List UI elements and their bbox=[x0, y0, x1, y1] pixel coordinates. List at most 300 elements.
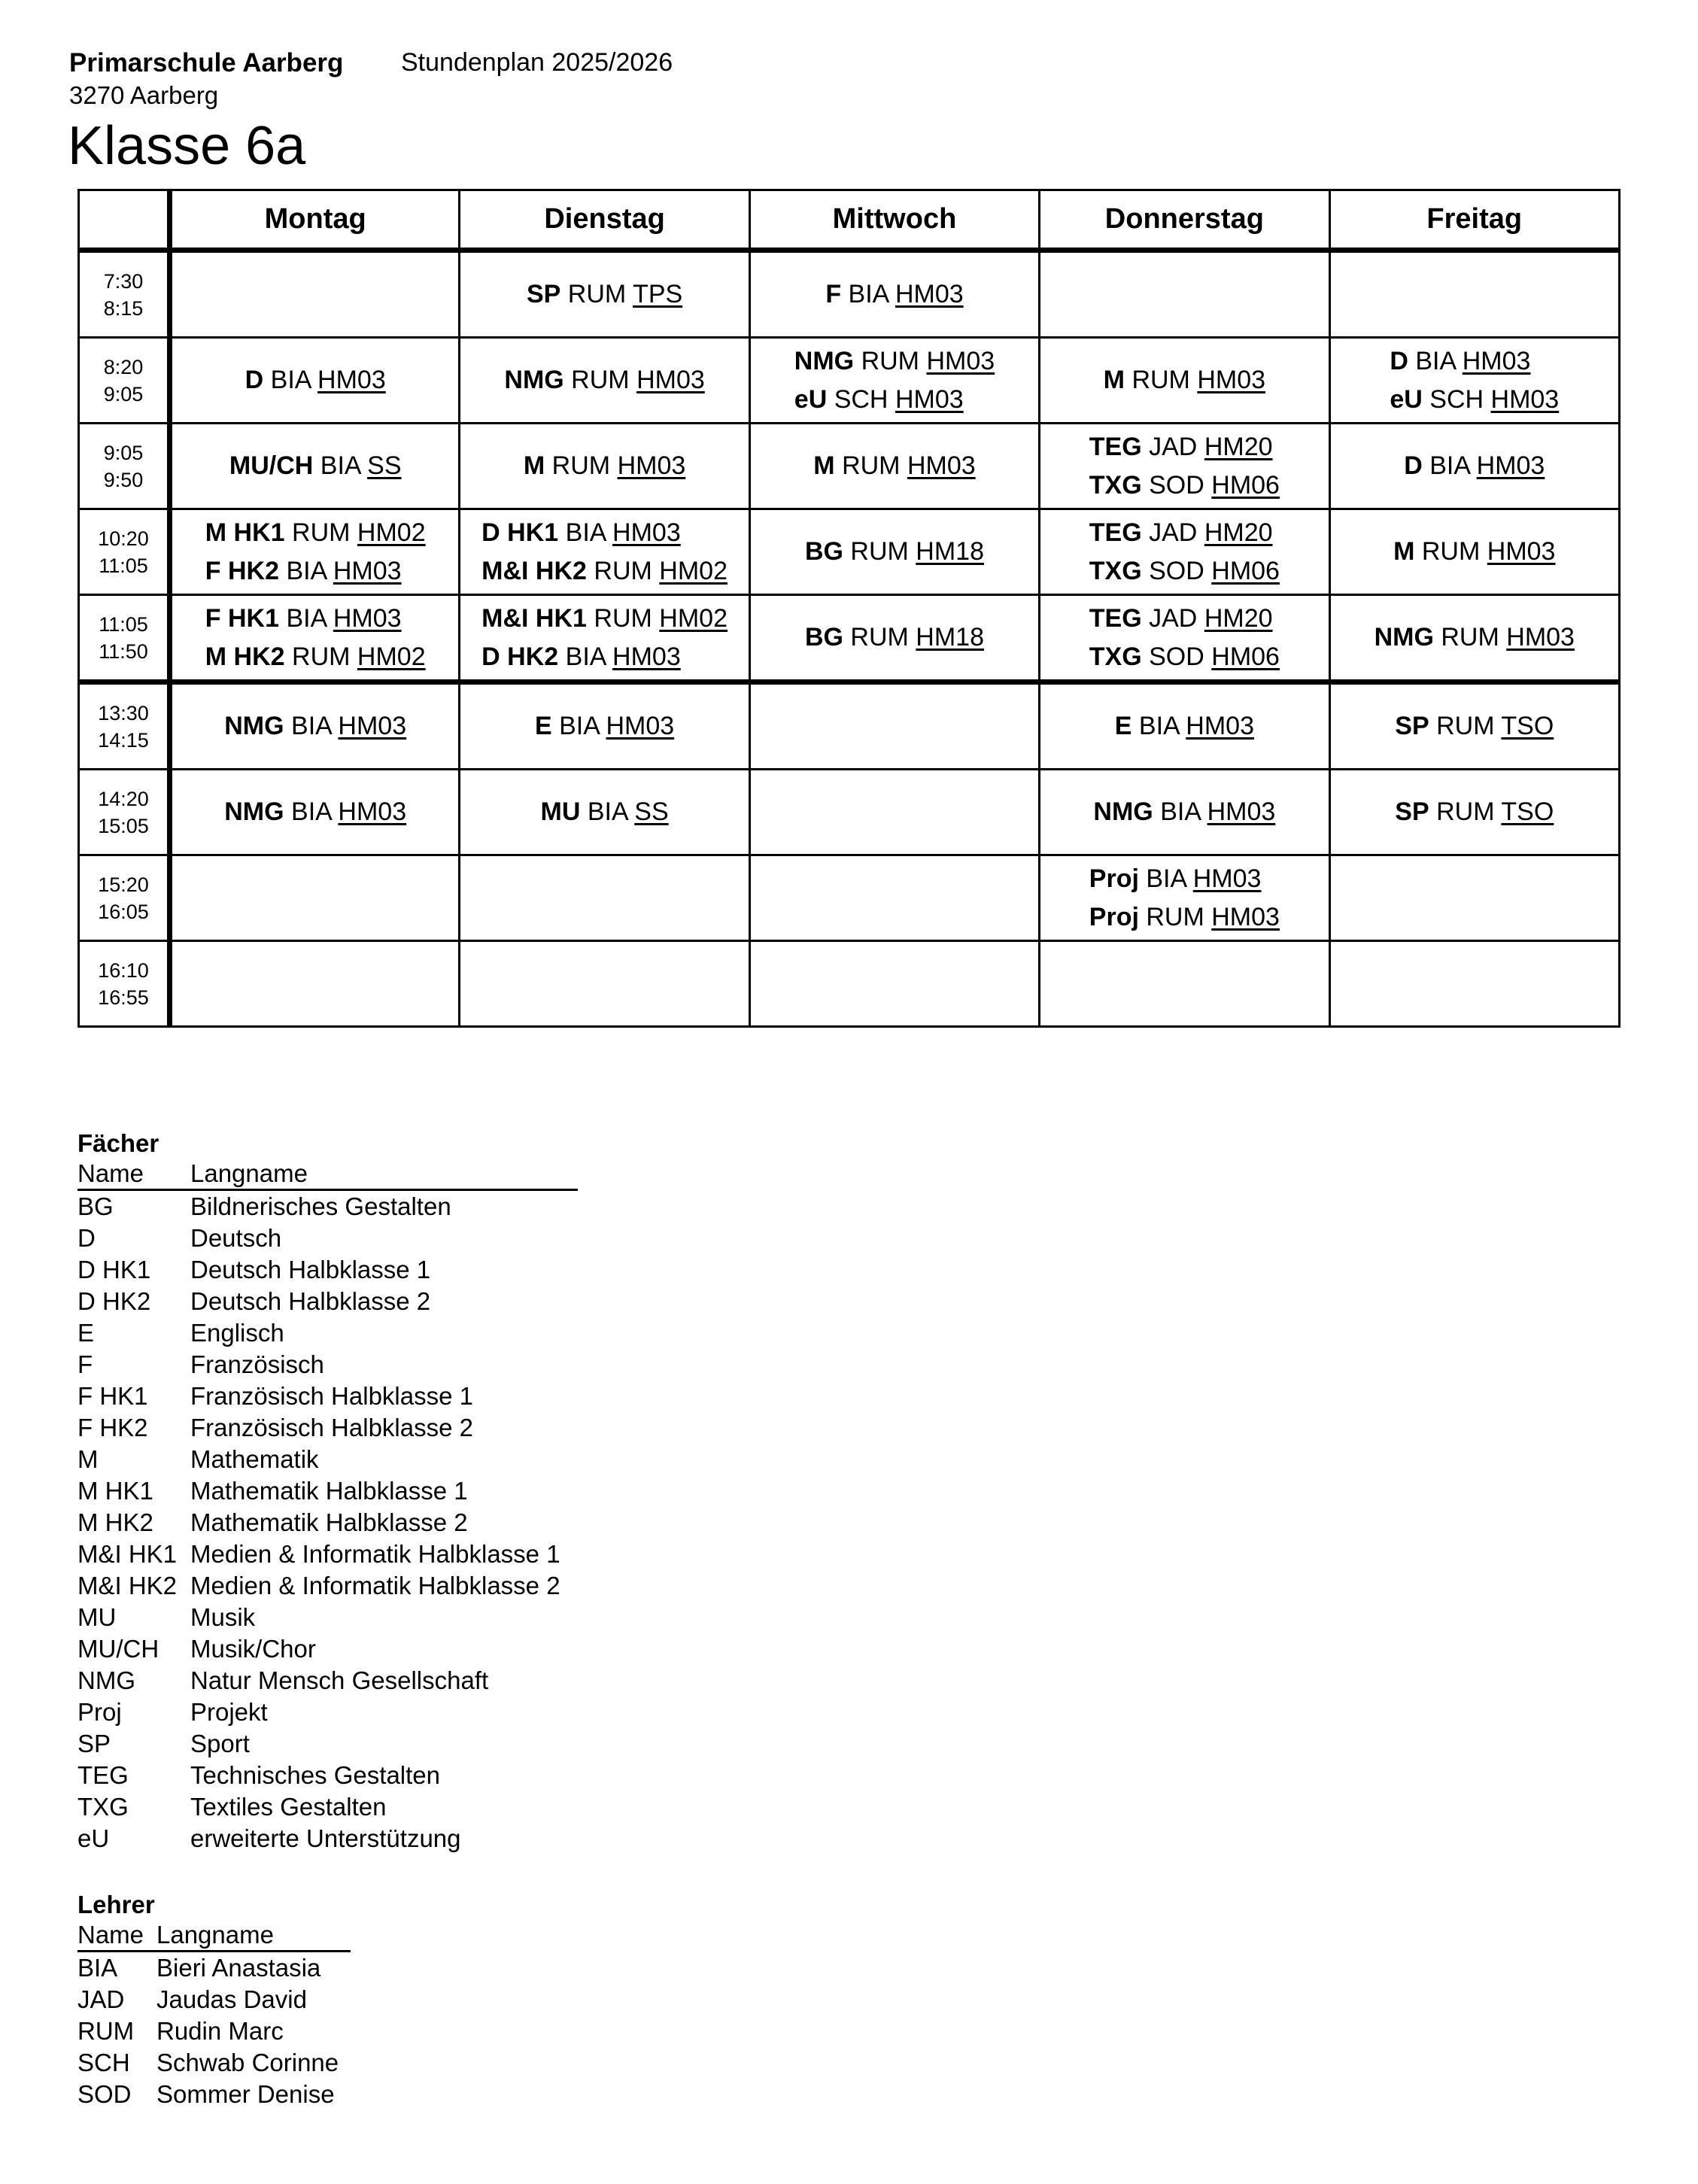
lesson-room: HM06 bbox=[1211, 556, 1280, 585]
lesson-entries bbox=[751, 275, 1038, 314]
lesson-entries bbox=[751, 618, 1038, 657]
legend-short-name: F HK1 bbox=[77, 1382, 148, 1410]
lesson-entry bbox=[205, 638, 426, 676]
lesson-entries bbox=[1089, 600, 1280, 676]
lesson-subject: M&I HK2 bbox=[481, 556, 587, 585]
lesson-subject: SP bbox=[1395, 712, 1429, 740]
slot-end-time: 9:05 bbox=[103, 382, 144, 406]
lesson-entries bbox=[1331, 533, 1618, 571]
lesson-subject: F HK2 bbox=[205, 556, 279, 585]
lesson-subject: NMG bbox=[1374, 623, 1434, 652]
lesson-subject: NMG bbox=[224, 797, 284, 826]
timetable-row bbox=[79, 770, 1620, 855]
lesson-teacher: BIA bbox=[1146, 864, 1186, 893]
lesson-teacher: BIA bbox=[291, 797, 331, 826]
lesson-cell bbox=[1329, 941, 1619, 1027]
lesson-subject: E bbox=[534, 712, 552, 740]
legend-short-name: M bbox=[77, 1445, 99, 1473]
lesson-teacher: BIA bbox=[320, 451, 360, 480]
legend-long-name: Französisch Halbklasse 1 bbox=[190, 1382, 473, 1410]
lesson-entries bbox=[1331, 618, 1618, 657]
day-header: Dienstag bbox=[460, 190, 749, 251]
legend-long-name: Textiles Gestalten bbox=[190, 1793, 387, 1821]
lesson-entry bbox=[460, 447, 748, 485]
lesson-room: HM02 bbox=[659, 603, 727, 633]
lesson-subject: MU/CH bbox=[229, 451, 314, 480]
lesson-room: HM02 bbox=[659, 556, 727, 585]
legend-short-name: D bbox=[77, 1224, 96, 1252]
day-header: Donnerstag bbox=[1040, 190, 1329, 251]
timetable bbox=[77, 189, 1621, 1028]
lesson-teacher: RUM bbox=[1436, 797, 1495, 826]
lesson-entry bbox=[1089, 514, 1280, 552]
lesson-subject: D HK1 bbox=[481, 518, 559, 547]
lesson-subject: Proj bbox=[1089, 902, 1139, 931]
lesson-subject: M bbox=[523, 451, 545, 480]
legend-row bbox=[77, 1602, 578, 1633]
lesson-entries bbox=[1040, 361, 1328, 399]
lesson-subject: TEG bbox=[1089, 432, 1142, 461]
lesson-entry bbox=[172, 447, 458, 485]
legend-row bbox=[77, 1665, 578, 1696]
lesson-entry bbox=[1390, 381, 1559, 419]
legend-row bbox=[77, 1349, 578, 1381]
lesson-teacher: RUM bbox=[1421, 537, 1481, 566]
time-cell bbox=[79, 338, 170, 424]
lesson-cell bbox=[1329, 338, 1619, 424]
lesson-entry bbox=[172, 361, 458, 399]
legend-long-name: Mathematik bbox=[190, 1445, 319, 1473]
lesson-entry bbox=[460, 793, 748, 831]
lesson-entry bbox=[1331, 793, 1618, 831]
lesson-entries bbox=[1331, 793, 1618, 831]
lesson-room: HM03 bbox=[333, 556, 402, 585]
lesson-subject: M&I HK1 bbox=[481, 603, 587, 633]
lesson-entries bbox=[460, 707, 748, 746]
lesson-subject: F HK1 bbox=[205, 603, 279, 633]
lesson-subject: SP bbox=[526, 280, 561, 308]
lesson-teacher: RUM bbox=[861, 346, 919, 375]
slot-end-time: 16:55 bbox=[98, 986, 149, 1009]
legend-long-name: Deutsch Halbklasse 2 bbox=[190, 1287, 431, 1315]
lesson-entries bbox=[1331, 447, 1618, 485]
lesson-room: HM06 bbox=[1211, 642, 1280, 671]
lesson-subject: BG bbox=[804, 537, 843, 566]
lesson-cell bbox=[460, 770, 749, 855]
lesson-cell bbox=[749, 251, 1039, 338]
lesson-entry bbox=[794, 342, 995, 381]
lesson-room: HM03 bbox=[606, 712, 675, 740]
legend-row bbox=[77, 1984, 351, 2015]
lesson-cell bbox=[1040, 855, 1329, 941]
lesson-subject: BG bbox=[804, 623, 843, 652]
lesson-teacher: BIA bbox=[286, 556, 327, 585]
lesson-entries bbox=[1040, 707, 1328, 746]
slot-start-time: 16:10 bbox=[98, 958, 149, 982]
legend-short-name: D HK1 bbox=[77, 1256, 151, 1283]
legend-long-name: Jaudas David bbox=[156, 1985, 307, 2013]
timetable-row bbox=[79, 595, 1620, 682]
legend-short-name: NMG bbox=[77, 1666, 135, 1694]
lesson-entries bbox=[460, 447, 748, 485]
slot-end-time: 8:15 bbox=[103, 296, 144, 320]
legend-short-name: M HK2 bbox=[77, 1508, 153, 1536]
lesson-teacher: JAD bbox=[1149, 432, 1198, 461]
lesson-entries bbox=[460, 275, 748, 314]
lesson-cell bbox=[1040, 424, 1329, 509]
lesson-subject: M bbox=[813, 451, 835, 480]
lesson-entries bbox=[172, 361, 458, 399]
day-header: Mittwoch bbox=[749, 190, 1039, 251]
lesson-entry bbox=[751, 618, 1038, 657]
legend-long-name: Deutsch Halbklasse 1 bbox=[190, 1256, 431, 1283]
lesson-room: HM03 bbox=[1476, 451, 1545, 480]
lesson-subject: NMG bbox=[794, 346, 855, 375]
lesson-room: HM03 bbox=[1186, 712, 1254, 740]
lesson-room: SS bbox=[367, 451, 402, 480]
lesson-subject: NMG bbox=[224, 712, 284, 740]
lesson-cell bbox=[1040, 509, 1329, 595]
day-header: Freitag bbox=[1329, 190, 1619, 251]
lesson-teacher: RUM bbox=[1131, 366, 1190, 394]
lesson-room: HM03 bbox=[612, 642, 681, 671]
lesson-room: HM03 bbox=[1207, 797, 1276, 826]
lesson-room: HM03 bbox=[895, 384, 964, 414]
lesson-entry bbox=[1040, 707, 1328, 746]
lesson-entry bbox=[1089, 898, 1280, 937]
lesson-entries bbox=[1089, 514, 1280, 591]
lesson-teacher: BIA bbox=[1138, 712, 1179, 740]
lesson-room: HM03 bbox=[1462, 346, 1531, 375]
lesson-entry bbox=[205, 600, 426, 638]
legend-row bbox=[77, 1570, 578, 1602]
lesson-entry bbox=[751, 533, 1038, 571]
lesson-subject: M HK2 bbox=[205, 642, 285, 671]
lesson-teacher: BIA bbox=[1415, 346, 1456, 375]
lesson-room: HM03 bbox=[636, 366, 705, 394]
legend-long-name: Musik/Chor bbox=[190, 1635, 316, 1663]
legend-row bbox=[77, 2079, 351, 2110]
lesson-room: HM20 bbox=[1204, 432, 1273, 461]
lesson-subject: MU bbox=[540, 797, 581, 826]
lesson-room: HM03 bbox=[895, 280, 964, 308]
lesson-entries bbox=[1089, 428, 1280, 505]
lesson-cell bbox=[170, 424, 460, 509]
lesson-entry bbox=[794, 381, 995, 419]
lesson-room: HM18 bbox=[916, 623, 984, 652]
lesson-entry bbox=[1040, 361, 1328, 399]
legend-short-name: MU bbox=[77, 1603, 117, 1631]
lesson-subject: D HK2 bbox=[481, 642, 559, 671]
legend-row bbox=[77, 1223, 578, 1254]
lesson-subject: D bbox=[1390, 346, 1408, 375]
legend-row bbox=[77, 1952, 351, 1985]
lesson-teacher: BIA bbox=[1429, 451, 1470, 480]
lesson-teacher: BIA bbox=[270, 366, 311, 394]
legend-row bbox=[77, 2015, 351, 2047]
class-title: Klasse 6a bbox=[68, 116, 306, 176]
legend-row bbox=[77, 1760, 578, 1791]
lesson-cell bbox=[749, 338, 1039, 424]
legend-short-name: Proj bbox=[77, 1698, 122, 1726]
lesson-teacher: RUM bbox=[571, 366, 630, 394]
subjects-legend-table bbox=[77, 1159, 578, 1854]
lesson-subject: M HK1 bbox=[205, 518, 285, 547]
lesson-room: HM03 bbox=[338, 797, 407, 826]
lesson-cell bbox=[170, 251, 460, 338]
lesson-entry bbox=[1089, 860, 1280, 898]
lesson-entry bbox=[481, 638, 727, 676]
legend-short-name: MU/CH bbox=[77, 1635, 159, 1663]
lesson-cell bbox=[170, 595, 460, 682]
lesson-cell bbox=[1040, 941, 1329, 1027]
lesson-entry bbox=[205, 552, 426, 591]
legend-row bbox=[77, 1475, 578, 1507]
timetable-row bbox=[79, 338, 1620, 424]
lesson-room: HM18 bbox=[916, 537, 984, 566]
lesson-entries bbox=[751, 533, 1038, 571]
lesson-entry bbox=[1089, 552, 1280, 591]
legend-short-name: TEG bbox=[77, 1761, 129, 1789]
lesson-entries bbox=[172, 793, 458, 831]
lesson-teacher: BIA bbox=[587, 797, 627, 826]
lesson-cell bbox=[1329, 595, 1619, 682]
lesson-room: HM03 bbox=[907, 451, 976, 480]
lesson-entries bbox=[205, 600, 426, 676]
legend-row bbox=[77, 2047, 351, 2079]
subjects-legend bbox=[77, 1128, 578, 1854]
lesson-subject: E bbox=[1114, 712, 1132, 740]
lesson-entry bbox=[751, 447, 1038, 485]
lesson-cell bbox=[749, 509, 1039, 595]
lesson-entry bbox=[1089, 466, 1280, 505]
legend-row bbox=[77, 1633, 578, 1665]
lesson-cell bbox=[460, 941, 749, 1027]
timetable-body bbox=[79, 251, 1620, 1027]
lesson-cell bbox=[1040, 338, 1329, 424]
lesson-teacher: SOD bbox=[1149, 470, 1204, 500]
lesson-entries bbox=[481, 600, 727, 676]
lesson-entry bbox=[460, 707, 748, 746]
slot-start-time: 15:20 bbox=[98, 873, 149, 896]
legend-row bbox=[77, 1317, 578, 1349]
legend-header-longname: Langname bbox=[156, 1920, 351, 1952]
lesson-cell bbox=[460, 251, 749, 338]
lesson-cell bbox=[170, 338, 460, 424]
lesson-room: HM06 bbox=[1211, 470, 1280, 500]
legend-row bbox=[77, 1444, 578, 1475]
lesson-entries bbox=[1390, 342, 1559, 419]
lesson-subject: NMG bbox=[1093, 797, 1153, 826]
lesson-cell bbox=[1040, 251, 1329, 338]
lesson-cell bbox=[1329, 424, 1619, 509]
lesson-room: HM03 bbox=[1192, 864, 1262, 893]
legend-long-name: Natur Mensch Gesellschaft bbox=[190, 1666, 489, 1694]
legend-short-name: M&I HK2 bbox=[77, 1572, 178, 1599]
lesson-room: HM03 bbox=[617, 451, 686, 480]
lesson-teacher: JAD bbox=[1149, 603, 1198, 633]
lesson-cell bbox=[1040, 682, 1329, 770]
lesson-room: HM02 bbox=[357, 642, 426, 671]
lesson-teacher: BIA bbox=[565, 518, 606, 547]
lesson-room: HM03 bbox=[338, 712, 407, 740]
legend-short-name: D HK2 bbox=[77, 1287, 151, 1315]
subjects-legend-title: Fächer bbox=[77, 1129, 159, 1157]
lesson-cell bbox=[170, 855, 460, 941]
legend-short-name: SCH bbox=[77, 2049, 130, 2076]
lesson-cell bbox=[460, 338, 749, 424]
lesson-room: TSO bbox=[1501, 712, 1554, 740]
legend-short-name: SOD bbox=[77, 2080, 132, 2108]
lesson-teacher: BIA bbox=[559, 712, 600, 740]
lesson-teacher: RUM bbox=[1441, 623, 1499, 652]
legend-row bbox=[77, 1728, 578, 1760]
lesson-cell bbox=[1329, 251, 1619, 338]
lesson-room: TPS bbox=[633, 280, 683, 308]
lesson-entries bbox=[460, 361, 748, 399]
lesson-subject: eU bbox=[794, 384, 828, 414]
slot-start-time: 14:20 bbox=[98, 787, 149, 810]
timetable-row bbox=[79, 424, 1620, 509]
lesson-entries bbox=[1089, 860, 1280, 937]
lesson-teacher: BIA bbox=[1160, 797, 1201, 826]
lesson-teacher: BIA bbox=[291, 712, 331, 740]
lesson-cell bbox=[1329, 770, 1619, 855]
timetable-row bbox=[79, 509, 1620, 595]
lesson-entry bbox=[1089, 428, 1280, 466]
legend-short-name: F HK2 bbox=[77, 1414, 148, 1441]
slot-start-time: 10:20 bbox=[98, 527, 149, 550]
legend-long-name: Mathematik Halbklasse 1 bbox=[190, 1477, 468, 1505]
timetable-row bbox=[79, 941, 1620, 1027]
lesson-entry bbox=[460, 275, 748, 314]
legend-row bbox=[77, 1286, 578, 1317]
lesson-subject: D bbox=[1404, 451, 1423, 480]
lesson-subject: M bbox=[1393, 537, 1415, 566]
slot-end-time: 16:05 bbox=[98, 900, 149, 923]
lesson-cell bbox=[170, 509, 460, 595]
lesson-cell bbox=[749, 770, 1039, 855]
lesson-subject: D bbox=[245, 366, 264, 394]
lesson-teacher: RUM bbox=[292, 642, 351, 671]
legend-short-name: M HK1 bbox=[77, 1477, 153, 1505]
legend-long-name: Französisch bbox=[190, 1350, 324, 1378]
lesson-subject: TEG bbox=[1089, 603, 1142, 633]
lesson-entries bbox=[794, 342, 995, 419]
teachers-legend-table bbox=[77, 1920, 351, 2110]
legend-header-longname: Langname bbox=[190, 1159, 578, 1190]
lesson-entry bbox=[1040, 793, 1328, 831]
lesson-cell bbox=[749, 595, 1039, 682]
lesson-room: TSO bbox=[1501, 797, 1554, 826]
legend-long-name: Projekt bbox=[190, 1698, 268, 1726]
time-cell bbox=[79, 941, 170, 1027]
lesson-subject: NMG bbox=[504, 366, 564, 394]
time-cell bbox=[79, 509, 170, 595]
lesson-room: HM20 bbox=[1204, 603, 1273, 633]
timetable-header-row bbox=[79, 190, 1620, 251]
timetable-row bbox=[79, 855, 1620, 941]
legend-row bbox=[77, 1539, 578, 1570]
legend-long-name: Englisch bbox=[190, 1319, 284, 1347]
legend-long-name: Bieri Anastasia bbox=[156, 1954, 321, 1982]
lesson-cell bbox=[1329, 509, 1619, 595]
legend-long-name: Sport bbox=[190, 1730, 250, 1757]
legend-long-name: Sommer Denise bbox=[156, 2080, 335, 2108]
lesson-subject: eU bbox=[1390, 384, 1423, 414]
lesson-teacher: BIA bbox=[565, 642, 606, 671]
slot-start-time: 9:05 bbox=[103, 441, 144, 464]
slot-start-time: 8:20 bbox=[103, 355, 144, 378]
legend-row bbox=[77, 1412, 578, 1444]
lesson-subject: Proj bbox=[1089, 864, 1139, 893]
lesson-teacher: RUM bbox=[842, 451, 901, 480]
legend-short-name: SP bbox=[77, 1730, 111, 1757]
lesson-cell bbox=[1329, 682, 1619, 770]
time-cell bbox=[79, 595, 170, 682]
lesson-cell bbox=[460, 509, 749, 595]
lesson-subject: F bbox=[825, 280, 842, 308]
lesson-entry bbox=[205, 514, 426, 552]
timetable-row bbox=[79, 682, 1620, 770]
legend-short-name: RUM bbox=[77, 2017, 135, 2045]
legend-short-name: TXG bbox=[77, 1793, 129, 1821]
lesson-teacher: RUM bbox=[1146, 902, 1204, 931]
lesson-entry bbox=[1089, 638, 1280, 676]
lesson-cell bbox=[460, 595, 749, 682]
slot-start-time: 13:30 bbox=[98, 701, 149, 724]
legend-long-name: Technisches Gestalten bbox=[190, 1761, 441, 1789]
lesson-cell bbox=[1040, 595, 1329, 682]
time-cell bbox=[79, 682, 170, 770]
slot-end-time: 9:50 bbox=[103, 468, 144, 491]
slot-end-time: 11:05 bbox=[99, 554, 148, 577]
legend-row bbox=[77, 1190, 578, 1223]
legend-long-name: Bildnerisches Gestalten bbox=[190, 1192, 451, 1220]
lesson-teacher: RUM bbox=[850, 623, 909, 652]
lesson-cell bbox=[749, 682, 1039, 770]
lesson-teacher: RUM bbox=[1436, 712, 1495, 740]
legend-row bbox=[77, 1381, 578, 1412]
lesson-cell bbox=[1329, 855, 1619, 941]
legend-header-name: Name bbox=[77, 1920, 156, 1952]
slot-end-time: 14:15 bbox=[98, 728, 149, 752]
lesson-entry bbox=[1331, 447, 1618, 485]
legend-short-name: E bbox=[77, 1319, 95, 1347]
legend-long-name: Deutsch bbox=[190, 1224, 282, 1252]
lesson-teacher: RUM bbox=[292, 518, 351, 547]
lesson-room: HM03 bbox=[1197, 366, 1266, 394]
lesson-cell bbox=[170, 682, 460, 770]
legend-long-name: Mathematik Halbklasse 2 bbox=[190, 1508, 468, 1536]
lesson-teacher: SCH bbox=[1429, 384, 1484, 414]
lesson-entry bbox=[172, 793, 458, 831]
lesson-entry bbox=[481, 600, 727, 638]
lesson-entries bbox=[1040, 793, 1328, 831]
lesson-room: HM03 bbox=[612, 518, 681, 547]
lesson-room: HM03 bbox=[1490, 384, 1560, 414]
lesson-room: HM03 bbox=[1506, 623, 1575, 652]
document-title: Stundenplan 2025/2026 bbox=[401, 48, 673, 77]
lesson-room: HM03 bbox=[1487, 537, 1556, 566]
legend-row bbox=[77, 1507, 578, 1539]
time-cell bbox=[79, 855, 170, 941]
lesson-entries bbox=[460, 793, 748, 831]
lesson-cell bbox=[749, 941, 1039, 1027]
time-cell bbox=[79, 424, 170, 509]
lesson-teacher: BIA bbox=[848, 280, 888, 308]
teachers-legend-title: Lehrer bbox=[77, 1891, 155, 1918]
